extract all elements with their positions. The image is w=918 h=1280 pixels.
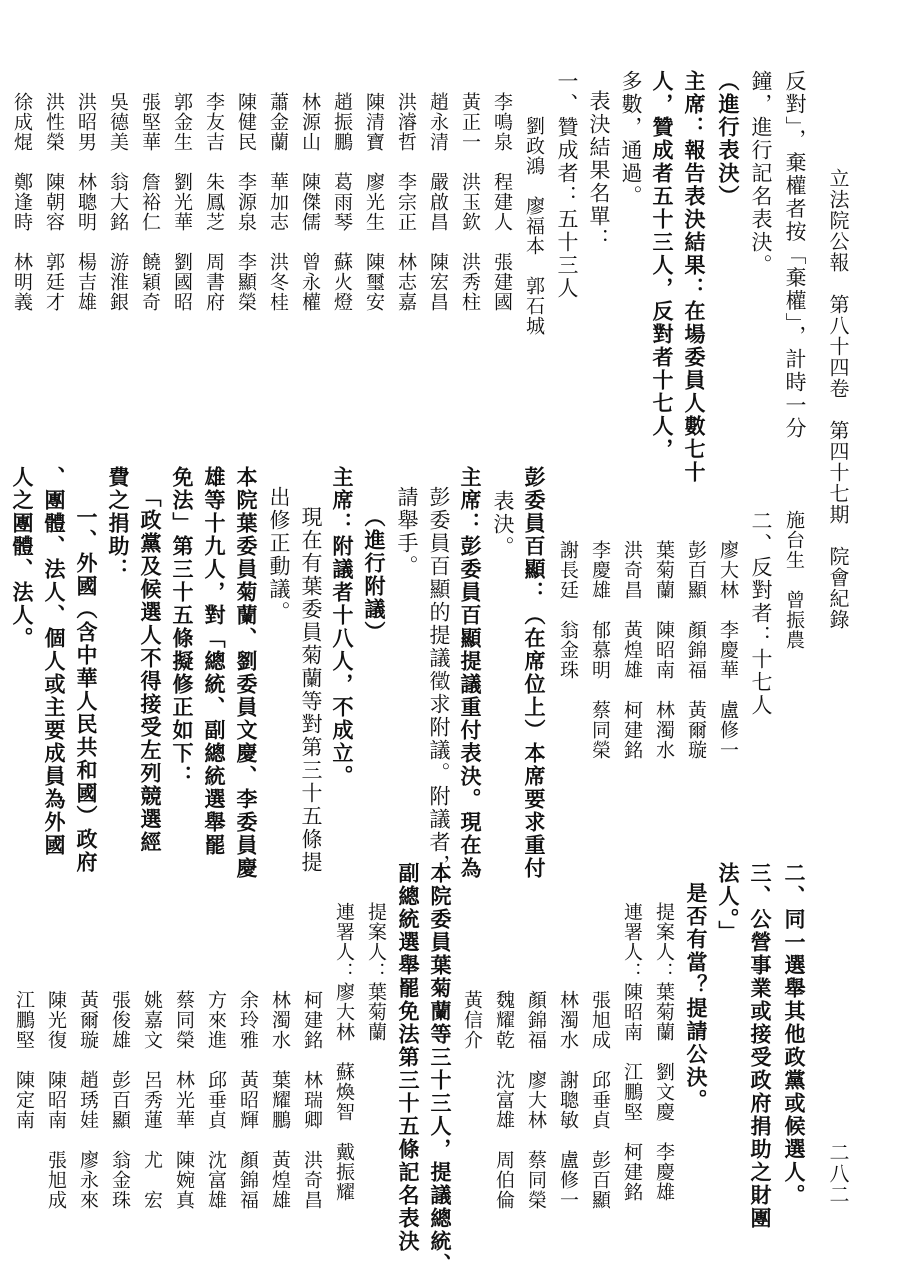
against-names-row: 洪奇昌 黃煌雄 柯建銘 [621, 540, 643, 760]
in-favor-names-row: 趙永清 嚴啟昌 陳宏昌 [427, 92, 449, 312]
in-favor-names-row: 黃正一 洪玉欽 洪秀柱 [459, 92, 481, 312]
roll-call-cosigners-row: 姚嘉文 呂秀蓮 尤 宏 [141, 990, 163, 1210]
against-names-row: 廖大林 李慶華 盧修一 [717, 540, 739, 760]
motion-closing: 是否有當？提請公決。 [684, 882, 709, 1112]
amendment-item-3-cont: 法人。」 [716, 862, 741, 944]
roll-call-cosigners-row: 柯建銘 林瑞卿 洪奇昌 [301, 990, 323, 1210]
cosigners-row: 魏耀乾 沈富雄 周伯倫 [493, 990, 515, 1210]
in-favor-heading: 一、贊成者：五十三人 [555, 70, 579, 300]
amendment-item-1: 一、外國（含中華人民共和國）政府 [74, 506, 99, 874]
chair-reply-cont: 彭委員百顯的提議徵求附議。附議者， [427, 486, 451, 877]
amendment-proposal-cont: 免法」第三十五條擬修正如下： [170, 466, 195, 788]
vote-counts: 人，贊成者五十三人，反對者十七人， [650, 70, 675, 461]
proceedings-line-2: 鐘，進行記名表決。 [749, 70, 773, 277]
in-favor-names-row: 張堅華 詹裕仁 饒穎奇 [139, 92, 161, 312]
chair-vote-report: 主席：報告表決結果：在場委員人數七十 [682, 70, 707, 484]
roll-call-cosigners-row: 林濁水 葉耀鵬 黃煌雄 [269, 990, 291, 1210]
raise-hands: 請舉手。 [395, 486, 419, 578]
in-favor-names-row: 洪濬哲 李宗正 林志嘉 [395, 92, 417, 312]
in-favor-names-row: 蕭金蘭 華加志 洪冬桂 [267, 92, 289, 312]
peng-request-cont: 表決。 [491, 490, 515, 559]
peng-request: 彭委員百顯：（在席位上）本席要求重付 [522, 466, 547, 880]
roll-call-cosigners: 連署人：廖大林 蘇煥智 戴振耀 [333, 902, 355, 1202]
in-favor-names-row: 洪性榮 陳朝容 郭廷才 [43, 92, 65, 312]
vote-result-list-title: 表決結果名單： [587, 90, 611, 251]
cosigners-row: 張旭成 邱垂貞 彭百顯 [589, 990, 611, 1210]
roll-call-cosigners-row: 方來進 邱垂貞 沈富雄 [205, 990, 227, 1210]
against-names-row: 葉菊蘭 陳昭南 林濁水 [653, 540, 675, 760]
amendment-text-cont: 費之捐助： [106, 466, 131, 581]
in-favor-names-row: 陳清寶 廖光生 陳璽安 [363, 92, 385, 312]
roll-call-cosigners-row: 余玲雅 黃昭輝 顏錦福 [237, 990, 259, 1210]
amendment-item-3: 三、公營事業或接受政府捐助之財團 [748, 862, 773, 1230]
roll-call-cosigners-row: 江鵬堅 陳定南 [13, 990, 35, 1130]
cosigners-row: 林濁水 謝聰敏 盧修一 [557, 990, 579, 1210]
roll-call-cosigners-row: 蔡同榮 林光華 陳婉真 [173, 990, 195, 1210]
in-favor-names-row: 趙振鵬 葛雨琴 蘇火燈 [331, 92, 353, 312]
against-heading: 二、反對者：十七人 [749, 510, 773, 717]
against-names-row: 彭百顯 顏錦福 黃爾璇 [685, 540, 707, 760]
amendment-intro: 現在有葉委員菊蘭等對第三十五條提 [299, 506, 323, 874]
in-favor-names-row: 洪昭男 林聰明 楊吉雄 [75, 92, 97, 312]
vote-passed: 多數，通過。 [619, 70, 643, 208]
roll-call-cosigners-row: 張俊雄 彭百顯 翁金珠 [109, 990, 131, 1210]
chair-seconding-result: 主席：附議者十八人，不成立。 [330, 466, 355, 788]
amendment-item-2: 二、同一選舉其他政黨或候選人。 [782, 862, 807, 1207]
against-names-row: 李慶雄 郁慕明 蔡同榮 [589, 540, 611, 760]
chair-reply: 主席：彭委員百顯提議重付表決。現在為 [458, 466, 483, 880]
in-favor-names-row: 吳德美 翁大銘 游淮銀 [107, 92, 129, 312]
amendment-intro-cont: 出修正動議。 [267, 486, 291, 624]
amendment-proposal-cont: 雄等十九人，對「總統、副總統選舉罷 [202, 466, 227, 857]
in-favor-names-row: 李鳴泉 程建人 張建國 [491, 92, 513, 312]
proposer-line: 提案人：葉菊蘭 劉文慶 李慶雄 [653, 902, 675, 1202]
in-favor-names-row: 郭金生 劉光華 劉國昭 [171, 92, 193, 312]
amendment-item-1-cont: 、團體、法人、個人或主要成員為外國 [42, 466, 67, 857]
roll-call-cosigners-row: 陳光復 陳昭南 張旭成 [45, 990, 67, 1210]
journal-header: 立法院公報 第八十四卷 第四十七期 院會紀錄 [826, 168, 850, 630]
in-favor-names-row: 林源山 陳傑儒 曾永權 [299, 92, 321, 312]
page-number: 二八二 [826, 1142, 850, 1205]
roll-call-motion-title-cont: 副總統選舉罷免法第三十五條記名表決 [396, 862, 421, 1253]
cosigners-row: 黃信介 [461, 990, 483, 1050]
against-names-row: 謝長廷 翁金珠 [557, 540, 579, 680]
cosigners-row: 顏錦福 廖大林 蔡同榮 [525, 990, 547, 1210]
proceedings-line-1: 反對」，棄權者按「棄權」，計時一分 [783, 70, 807, 440]
roll-call-cosigners-row: 黃爾璇 趙琇娃 廖永來 [77, 990, 99, 1210]
in-favor-names-row: 徐成焜 鄭逢時 林明義 [11, 92, 33, 312]
seconding-note: （進行附議） [362, 506, 387, 644]
in-favor-names-row: 陳健民 李源泉 李顯榮 [235, 92, 257, 312]
cosigners-line: 連署人：陳昭南 江鵬堅 柯建銘 [621, 902, 643, 1202]
amendment-text: 「政黨及候選人不得接受左列競選經 [138, 486, 163, 854]
in-favor-names-row: 劉政鴻 廖福本 郭石城 [523, 116, 545, 336]
roll-call-proposer: 提案人：葉菊蘭 [365, 902, 387, 1042]
amendment-item-1-cont: 人之團體、法人。 [10, 466, 35, 650]
roll-call-motion-title: 本院委員葉菊蘭等三十三人，提議總統、 [428, 862, 453, 1276]
vote-proceed-note: （進行表決） [716, 70, 741, 208]
in-favor-names-last-row: 施台生 曾振農 [783, 510, 805, 650]
in-favor-names-row: 李友吉 朱鳳芝 周書府 [203, 92, 225, 312]
amendment-proposal: 本院葉委員菊蘭、劉委員文慶、李委員慶 [234, 466, 259, 880]
